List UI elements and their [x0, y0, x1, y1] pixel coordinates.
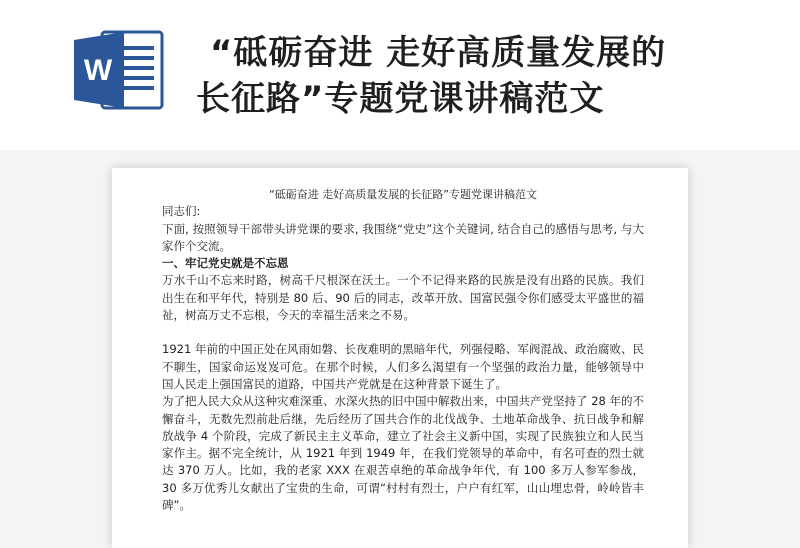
paragraph-gap: [162, 324, 644, 341]
document-page: [112, 168, 688, 548]
page-title: [196, 30, 776, 122]
title-line-2: 长征路”专题党课讲稿范文: [196, 79, 605, 119]
word-document-icon: [72, 30, 164, 110]
document-title: “砥砺奋进 走好高质量发展的长征路”专题党课讲稿范文: [269, 188, 537, 201]
paragraph: 为了把人民大众从这种灾难深重、水深火热的旧中国中解救出来，中国共产党坚持了 28 年的不懈奋斗，无数先烈前赴后继，先后经历了国共合作的北伐战争、土地革命战争、抗日战争和解放战争 4 个阶段，完成了新民主主义革命，建立了社会主义新中国，实现了民族独立和人民当家作主。据不完全统计，从 1921 年到 1949 年，在我们党领导的革命中，有名可查的烈士就达 370 万人。比如，我的老家 XXX 在艰苦卓绝的革命战争年代，有 100 多万人参军参战，30 多万优秀儿女献出了宝贵的生命，可谓“村村有烈士，户户有红军，山山埋忠骨，岭岭皆丰碑”。: [162, 394, 644, 513]
paragraph: 万水千山不忘来时路，树高千尺根深在沃土。一个不记得来路的民族是没有出路的民族。我们出生在和平年代，特别是 80 后、90 后的同志，改革开放、国富民强令你们感受太平盛世的福祉，树高万丈不忘根，今天的幸福生活来之不易。: [162, 273, 644, 323]
svg-text:W: W: [83, 54, 113, 87]
title-line-1: “砥砺奋进 走好高质量发展的: [210, 33, 667, 73]
document-body: [162, 186, 644, 514]
paragraph: 1921 年前的中国正处在风雨如磐、长夜难明的黑暗年代，列强侵略、军阀混战、政治腐败、民不聊生，国家命运岌岌可危。在那个时候，人们多么渴望有一个坚强的政治力量，能够领导中国人民走上强国富民的道路，中国共产党就是在这种背景下诞生了。: [162, 342, 644, 391]
section-heading: 一、牢记党史就是不忘恩: [162, 256, 289, 271]
intro-paragraph: 下面, 按照领导干部带头讲党课的要求, 我围绕“党史”这个关键词, 结合自己的感悟与思考, 与大家作个交流。: [162, 221, 644, 253]
header-banner: [0, 0, 800, 150]
greeting: 同志们:: [162, 204, 201, 219]
